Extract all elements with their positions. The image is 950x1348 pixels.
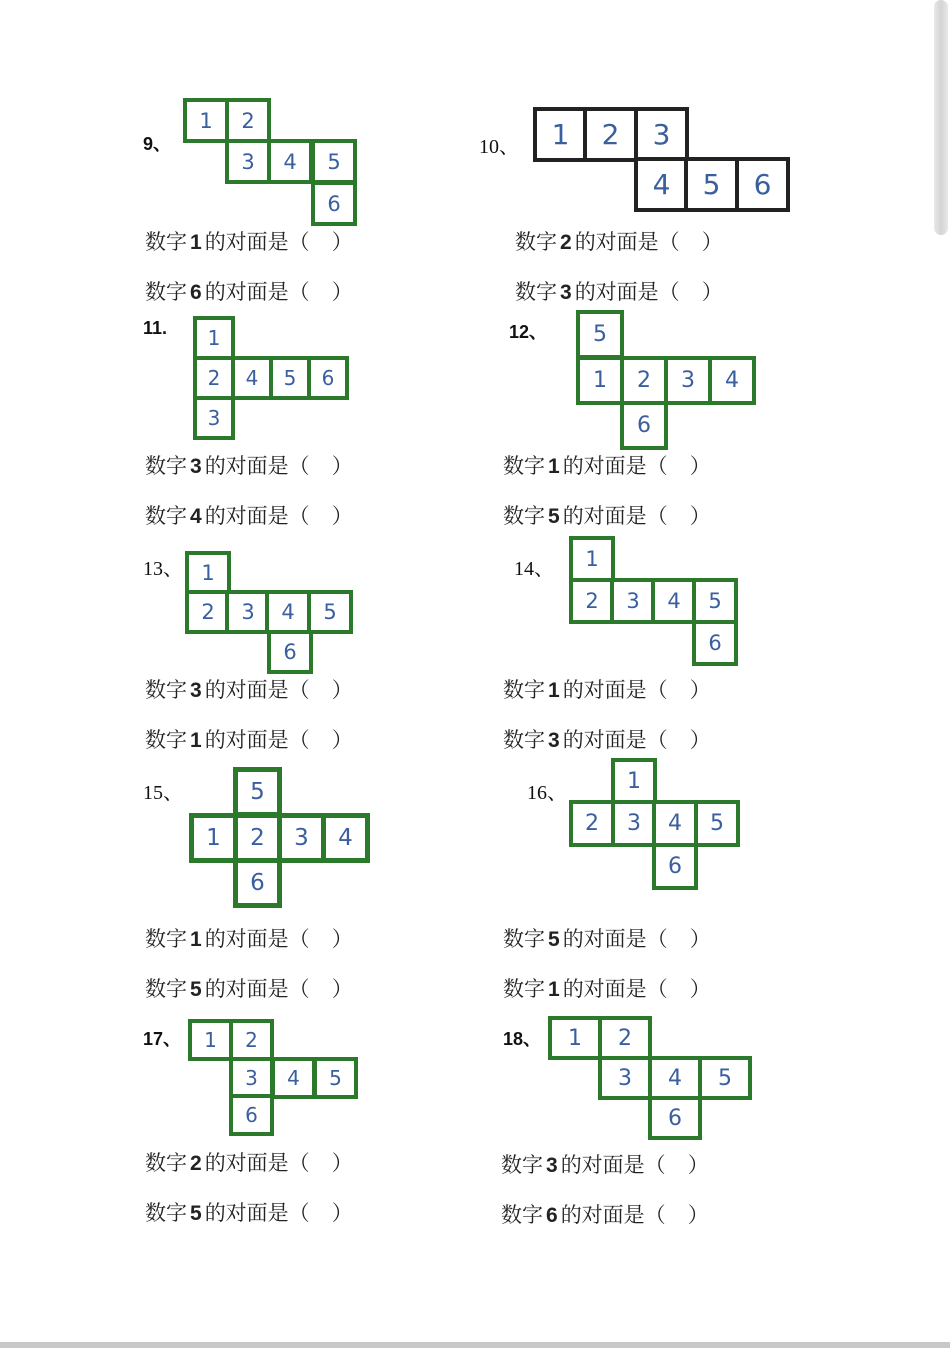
question-prefix: 数字 (145, 230, 187, 254)
problem-number: 9、 (143, 134, 172, 154)
net-face: 5 (692, 578, 738, 624)
question-prefix: 数字 (145, 927, 187, 951)
net-face: 3 (664, 356, 712, 405)
net-face: 4 (271, 1057, 316, 1099)
problem-number: 16、 (527, 782, 567, 804)
problem-number: 15、 (143, 782, 183, 804)
opposite-face-question (145, 724, 353, 754)
question-number: 1 (548, 455, 560, 478)
net-face: 5 (684, 157, 739, 212)
question-prefix: 数字 (503, 454, 545, 478)
question-close: ） (331, 1201, 353, 1225)
net-face: 4 (267, 139, 313, 184)
question-suffix: 的对面是（ (204, 1201, 310, 1225)
question-close: ） (689, 977, 711, 1001)
net-face: 2 (193, 356, 235, 400)
net-face: 4 (321, 813, 370, 863)
question-number: 3 (190, 455, 202, 478)
net-face: 3 (225, 590, 271, 634)
net-face: 3 (225, 139, 271, 184)
question-prefix: 数字 (503, 678, 545, 702)
net-face: 3 (634, 107, 689, 162)
question-close: ） (687, 1153, 709, 1177)
net-face: 4 (651, 578, 697, 624)
question-number: 3 (548, 729, 560, 752)
question-number: 1 (548, 679, 560, 702)
question-close: ） (689, 927, 711, 951)
opposite-face-question (503, 973, 711, 1003)
question-number: 2 (560, 231, 572, 254)
net-face: 1 (185, 551, 231, 595)
question-prefix: 数字 (145, 504, 187, 528)
opposite-face-question (145, 450, 353, 480)
question-number: 1 (190, 729, 202, 752)
net-face: 3 (193, 396, 235, 440)
problem-number: 10、 (479, 136, 519, 158)
question-suffix: 的对面是（ (204, 927, 310, 951)
problem-number: 14、 (514, 558, 554, 580)
net-face: 5 (698, 1056, 752, 1100)
net-face: 3 (611, 800, 657, 847)
question-close: ） (331, 1151, 353, 1175)
question-prefix: 数字 (145, 454, 187, 478)
net-face: 4 (652, 800, 698, 847)
question-prefix: 数字 (145, 280, 187, 304)
opposite-face-question (503, 500, 711, 530)
question-number: 3 (560, 281, 572, 304)
question-number: 5 (548, 505, 560, 528)
question-suffix: 的对面是（ (204, 728, 310, 752)
question-suffix: 的对面是（ (562, 977, 668, 1001)
net-face: 4 (231, 356, 273, 400)
bottom-edge (0, 1342, 950, 1348)
problem-number: 13、 (143, 558, 183, 580)
net-face: 5 (313, 1057, 358, 1099)
opposite-face-question (515, 226, 723, 256)
question-prefix: 数字 (503, 977, 545, 1001)
question-number: 3 (546, 1154, 558, 1177)
net-face: 1 (533, 107, 588, 162)
question-suffix: 的对面是（ (560, 1203, 666, 1227)
question-close: ） (701, 280, 723, 304)
net-face: 6 (229, 1094, 274, 1136)
problem-number: 18、 (503, 1029, 542, 1049)
net-face: 6 (267, 630, 313, 674)
net-face: 1 (611, 758, 657, 805)
net-face: 4 (265, 590, 311, 634)
net-face: 5 (233, 767, 282, 817)
net-face: 3 (229, 1057, 274, 1099)
question-close: ） (689, 504, 711, 528)
net-face: 2 (569, 578, 615, 624)
question-close: ） (331, 454, 353, 478)
question-number: 6 (190, 281, 202, 304)
question-close: ） (331, 977, 353, 1001)
question-close: ） (331, 728, 353, 752)
net-face: 3 (277, 813, 326, 863)
question-number: 6 (546, 1204, 558, 1227)
question-number: 5 (190, 978, 202, 1001)
net-face: 1 (183, 98, 229, 143)
question-suffix: 的对面是（ (204, 977, 310, 1001)
question-prefix: 数字 (503, 728, 545, 752)
question-number: 3 (190, 679, 202, 702)
question-prefix: 数字 (503, 927, 545, 951)
net-face: 5 (576, 310, 624, 359)
net-face: 2 (598, 1016, 652, 1060)
question-suffix: 的对面是（ (562, 678, 668, 702)
question-close: ） (331, 678, 353, 702)
vertical-scrollbar[interactable] (934, 0, 948, 235)
net-face: 1 (576, 356, 624, 405)
opposite-face-question (145, 500, 353, 530)
question-close: ） (331, 927, 353, 951)
net-face: 5 (694, 800, 740, 847)
net-face: 6 (692, 620, 738, 666)
question-suffix: 的对面是（ (562, 927, 668, 951)
net-face: 1 (193, 316, 235, 360)
question-suffix: 的对面是（ (560, 1153, 666, 1177)
net-face: 6 (233, 858, 282, 908)
question-close: ） (689, 454, 711, 478)
net-face: 6 (307, 356, 349, 400)
question-number: 5 (548, 928, 560, 951)
problem-number: 12、 (509, 322, 548, 342)
opposite-face-question (501, 1199, 709, 1229)
problem-number: 11. (143, 318, 168, 338)
question-prefix: 数字 (501, 1153, 543, 1177)
opposite-face-question (145, 1197, 353, 1227)
net-face: 6 (620, 401, 668, 450)
opposite-face-question (145, 674, 353, 704)
question-prefix: 数字 (515, 280, 557, 304)
net-face: 1 (188, 1019, 233, 1061)
net-face: 2 (620, 356, 668, 405)
question-suffix: 的对面是（ (574, 280, 680, 304)
question-suffix: 的对面是（ (204, 230, 310, 254)
opposite-face-question (145, 973, 353, 1003)
net-face: 5 (311, 139, 357, 184)
question-close: ） (689, 678, 711, 702)
question-suffix: 的对面是（ (574, 230, 680, 254)
net-face: 2 (233, 813, 282, 863)
net-face: 1 (548, 1016, 602, 1060)
opposite-face-question (501, 1149, 709, 1179)
net-face: 3 (610, 578, 656, 624)
opposite-face-question (503, 923, 711, 953)
opposite-face-question (503, 674, 711, 704)
opposite-face-question (515, 276, 723, 306)
net-face: 3 (598, 1056, 652, 1100)
net-face: 2 (185, 590, 231, 634)
net-face: 6 (648, 1096, 702, 1140)
net-face: 2 (583, 107, 638, 162)
opposite-face-question (503, 450, 711, 480)
question-suffix: 的对面是（ (204, 454, 310, 478)
question-suffix: 的对面是（ (204, 280, 310, 304)
question-prefix: 数字 (145, 977, 187, 1001)
net-face: 2 (225, 98, 271, 143)
question-prefix: 数字 (145, 678, 187, 702)
question-prefix: 数字 (503, 504, 545, 528)
problem-number: 17、 (143, 1029, 182, 1049)
net-face: 6 (735, 157, 790, 212)
question-number: 5 (190, 1202, 202, 1225)
question-suffix: 的对面是（ (204, 678, 310, 702)
net-face: 2 (229, 1019, 274, 1061)
question-prefix: 数字 (501, 1203, 543, 1227)
question-prefix: 数字 (145, 1201, 187, 1225)
net-face: 4 (708, 356, 756, 405)
net-face: 6 (311, 181, 357, 226)
question-close: ） (331, 504, 353, 528)
question-close: ） (689, 728, 711, 752)
opposite-face-question (145, 276, 353, 306)
opposite-face-question (145, 923, 353, 953)
net-face: 5 (307, 590, 353, 634)
net-face: 2 (569, 800, 615, 847)
question-suffix: 的对面是（ (204, 504, 310, 528)
question-prefix: 数字 (515, 230, 557, 254)
question-suffix: 的对面是（ (562, 728, 668, 752)
question-suffix: 的对面是（ (562, 454, 668, 478)
question-suffix: 的对面是（ (204, 1151, 310, 1175)
net-face: 4 (634, 157, 689, 212)
question-close: ） (331, 280, 353, 304)
net-face: 5 (269, 356, 311, 400)
net-face: 6 (652, 843, 698, 890)
net-face: 4 (648, 1056, 702, 1100)
question-number: 1 (190, 928, 202, 951)
net-face: 1 (569, 536, 615, 582)
opposite-face-question (145, 226, 353, 256)
question-close: ） (701, 230, 723, 254)
question-suffix: 的对面是（ (562, 504, 668, 528)
question-prefix: 数字 (145, 1151, 187, 1175)
question-close: ） (687, 1203, 709, 1227)
question-number: 1 (190, 231, 202, 254)
question-number: 2 (190, 1152, 202, 1175)
opposite-face-question (503, 724, 711, 754)
question-number: 4 (190, 505, 202, 528)
question-close: ） (331, 230, 353, 254)
opposite-face-question (145, 1147, 353, 1177)
question-prefix: 数字 (145, 728, 187, 752)
question-number: 1 (548, 978, 560, 1001)
net-face: 1 (189, 813, 238, 863)
